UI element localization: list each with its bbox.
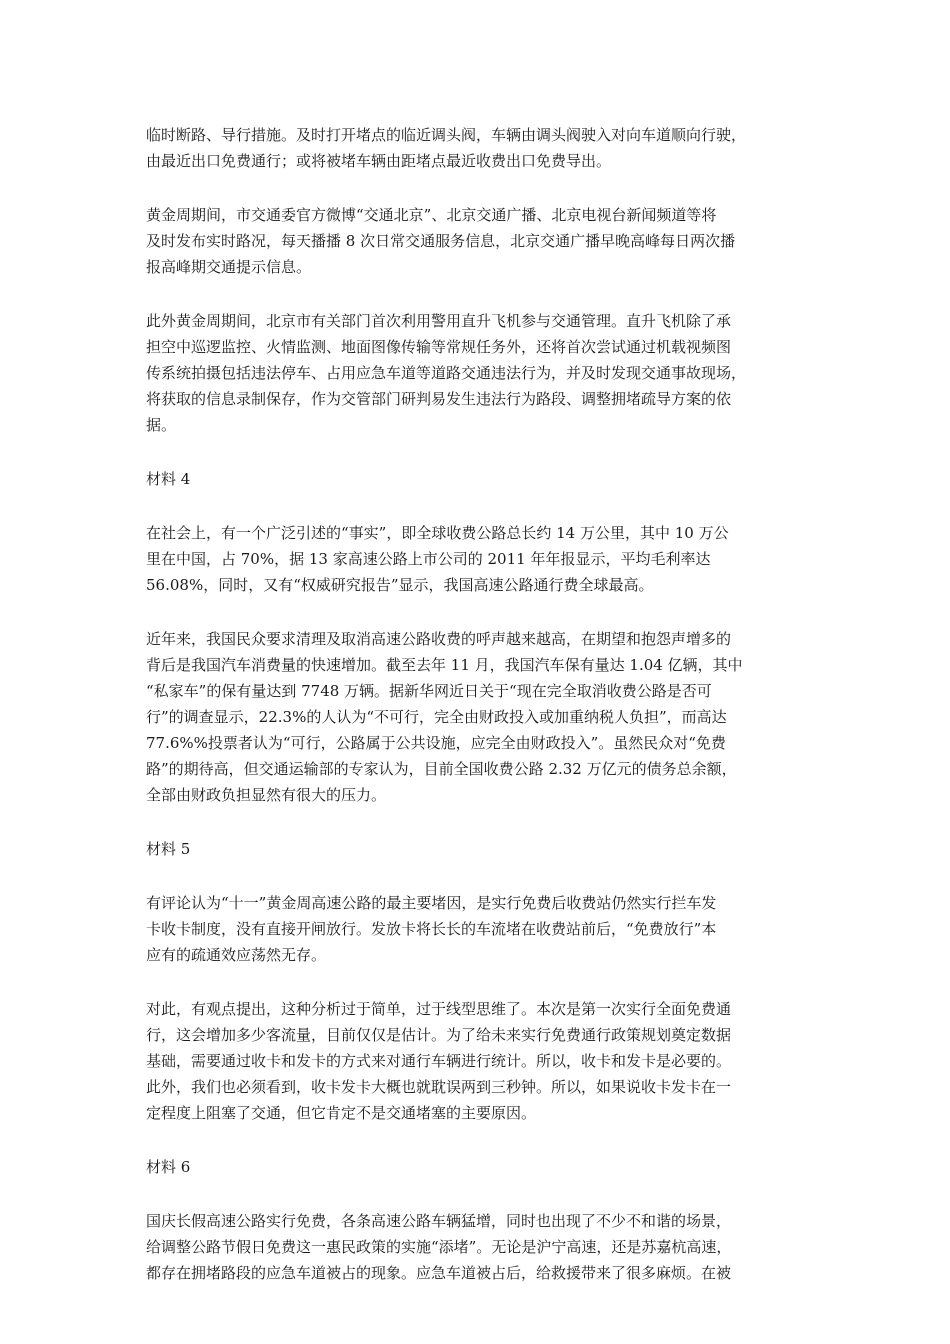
paragraph-emergency-lane bbox=[146, 1208, 806, 1286]
text-line: 将获取的信息录制保存，作为交管部门研判易发生违法行为路段、调整拥堵疏导方案的依 bbox=[146, 390, 732, 408]
text-line: 行”的调查显示，22.3%的人认为“不可行，完全由财政投入或加重纳税人负担”，而高达 bbox=[146, 708, 727, 726]
paragraph-helicopter bbox=[146, 308, 806, 438]
text-line: 黄金周期间，市交通委官方微博“交通北京”、北京交通广播、北京电视台新闻频道等将 bbox=[146, 206, 717, 224]
text-line: 临时断路、导行措施。及时打开堵点的临近调头阀，车辆由调头阀驶入对向车道顺向行驶， bbox=[146, 126, 747, 144]
text-line: 77.6%%投票者认为“可行，公路属于公共设施，应完全由财政投入”。虽然民众对“免费 bbox=[146, 734, 726, 752]
text-line: 担空中巡逻监控、火情监测、地面图像传输等常规任务外，还将首次尝试通过机载视频图 bbox=[146, 338, 732, 356]
text-line: 里在中国，占 70%，据 13 家高速公路上市公司的 2011 年年报显示，平均毛利率达 bbox=[146, 550, 711, 568]
text-line: 背后是我国汽车消费量的快速增加。截至去年 11 月，我国汽车保有量达 1.04 亿辆，其中 bbox=[146, 656, 743, 674]
paragraph-counter-argument bbox=[146, 996, 806, 1126]
text-line: 卡收卡制度，没有直接开闸放行。发放卡将长长的车流堵在收费站前后，“免费放行”本 bbox=[146, 920, 717, 938]
paragraph-traffic-broadcast bbox=[146, 202, 806, 280]
text-line: 据。 bbox=[146, 416, 177, 434]
text-line: 都存在拥堵路段的应急车道被占的现象。应急车道被占后，给救援带来了很多麻烦。在被 bbox=[146, 1264, 732, 1282]
text-line: 此外，我们也必须看到，收卡发卡大概也就耽误两到三秒钟。所以，如果说收卡发卡在一 bbox=[146, 1078, 732, 1096]
section-heading-material-4 bbox=[146, 466, 806, 492]
text-line: 传系统拍摄包括违法停车、占用应急车道等道路交通违法行为，并及时发现交通事故现场， bbox=[146, 364, 747, 382]
paragraph-traffic-measures bbox=[146, 122, 806, 174]
paragraph-public-opinion bbox=[146, 626, 806, 808]
text-line: 定程度上阻塞了交通，但它肯定不是交通堵塞的主要原因。 bbox=[146, 1104, 537, 1122]
heading-text: 材料 6 bbox=[146, 1158, 191, 1176]
text-line: 应有的疏通效应荡然无存。 bbox=[146, 946, 327, 964]
text-line: 在社会上，有一个广泛引述的“事实”，即全球收费公路总长约 14 万公里，其中 10 万公 bbox=[146, 524, 729, 542]
section-heading-material-5 bbox=[146, 836, 806, 862]
text-line: 报高峰期交通提示信息。 bbox=[146, 258, 312, 276]
text-line: 基础，需要通过收卡和发卡的方式来对通行车辆进行统计。所以，收卡和发卡是必要的。 bbox=[146, 1052, 732, 1070]
text-line: 给调整公路节假日免费这一惠民政策的实施“添堵”。无论是沪宁高速，还是苏嘉杭高速， bbox=[146, 1238, 732, 1256]
text-line: 对此，有观点提出，这种分析过于简单，过于线型思维了。本次是第一次实行全面免费通 bbox=[146, 1000, 732, 1018]
text-line: 此外黄金周期间，北京市有关部门首次利用警用直升飞机参与交通管理。直升飞机除了承 bbox=[146, 312, 732, 330]
text-line: 有评论认为“十一”黄金周高速公路的最主要堵因，是实行免费后收费站仍然实行拦车发 bbox=[146, 894, 717, 912]
paragraph-toll-road-facts bbox=[146, 520, 806, 598]
document-page bbox=[146, 122, 806, 1314]
paragraph-toll-card-critique bbox=[146, 890, 806, 968]
heading-text: 材料 4 bbox=[146, 470, 191, 488]
text-line: 全部由财政负担显然有很大的压力。 bbox=[146, 786, 387, 804]
section-heading-material-6 bbox=[146, 1154, 806, 1180]
text-line: “私家车”的保有量达到 7748 万辆。据新华网近日关于“现在完全取消收费公路是否可 bbox=[146, 682, 712, 700]
text-line: 及时发布实时路况，每天播播 8 次日常交通服务信息，北京交通广播早晚高峰每日两次播 bbox=[146, 232, 736, 250]
text-line: 路”的期待高，但交通运输部的专家认为，目前全国收费公路 2.32 万亿元的债务总余额， bbox=[146, 760, 737, 778]
text-line: 国庆长假高速公路实行免费，各条高速公路车辆猛增，同时也出现了不少不和谐的场景， bbox=[146, 1212, 732, 1230]
text-line: 近年来，我国民众要求清理及取消高速公路收费的呼声越来越高，在期望和抱怨声增多的 bbox=[146, 630, 732, 648]
text-line: 由最近出口免费通行；或将被堵车辆由距堵点最近收费出口免费导出。 bbox=[146, 152, 612, 170]
text-line: 56.08%，同时，又有“权威研究报告”显示，我国高速公路通行费全球最高。 bbox=[146, 576, 654, 594]
heading-text: 材料 5 bbox=[146, 840, 191, 858]
text-line: 行，这会增加多少客流量，目前仅仅是估计。为了给未来实行免费通行政策规划奠定数据 bbox=[146, 1026, 732, 1044]
